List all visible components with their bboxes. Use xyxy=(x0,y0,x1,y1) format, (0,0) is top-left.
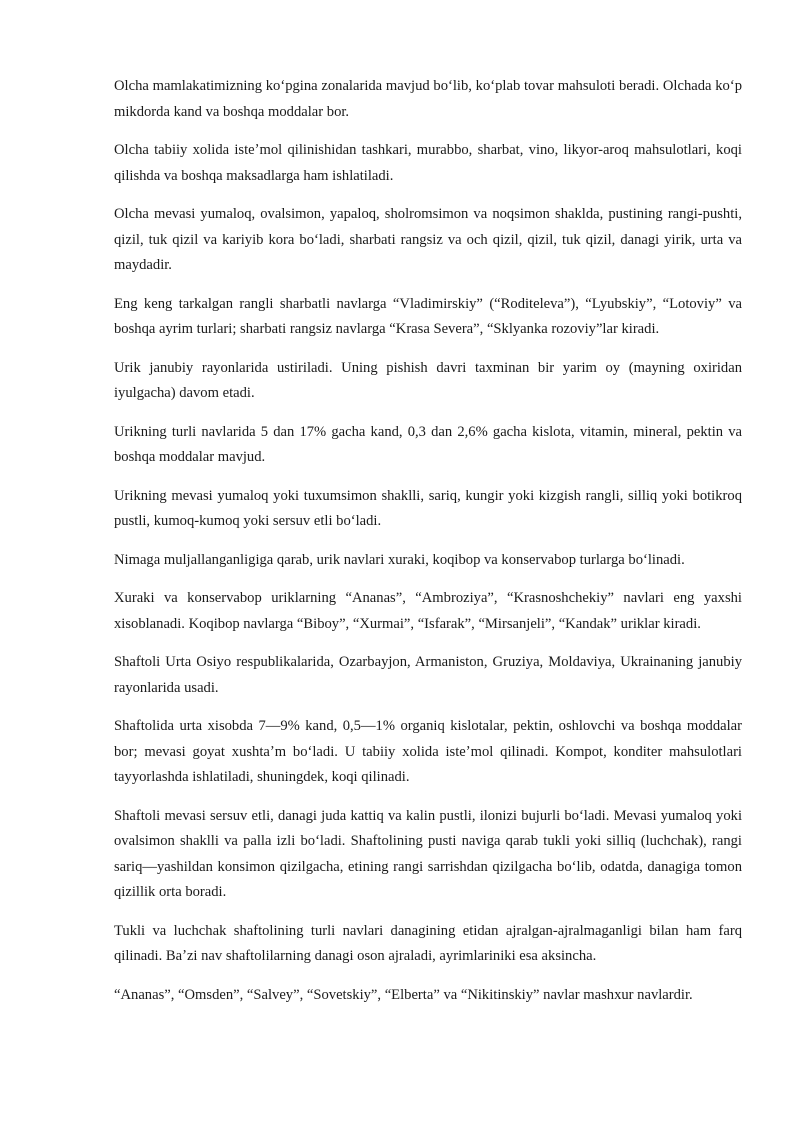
paragraph-olcha-varieties: Eng keng tarkalgan rangli sharbatli navlarga “Vladimirskiy” (“Roditeleva”), “Lyubskiy”, “Lotoviy” va boshqa ayrim turlari; sharbati rangsiz navlarga “Krasa Severa”, “Sklyanka rozoviy”lar kiradi. xyxy=(114,295,742,337)
paragraph-urik-fruit: Urikning mevasi yumaloq yoki tuxumsimon shaklli, sariq, kungir yoki kizgish rangli, silliq yoki botikroq pustli, kumoq-kumoq yoki sersuv etli boʻladi. xyxy=(114,487,742,529)
paragraph-urik-types: Nimaga muljallanganligiga qarab, urik navlari xuraki, koqibop va konservabop turlarga boʻlinadi. xyxy=(114,551,685,568)
paragraph-urik-varieties: Xuraki va konservabop uriklarning “Ananas”, “Ambroziya”, “Krasnoshchekiy” navlari eng yaxshi xisoblanadi. Koqibop navlarga “Biboy”, “Xurmai”, “Isfarak”, “Mirsanjeli”, “Kandak” uriklar kiradi. xyxy=(114,590,742,632)
paragraph-olcha-uses: Olcha tabiiy xolida isteʼmol qilinishidan tashkari, murabbo, sharbat, vino, likyor-aroq mahsulotlari, koqi qilishda va boshqa maksadlarga ham ishlatiladi. xyxy=(114,142,742,184)
paragraph-olcha-intro: Olcha mamlakatimizning koʻpgina zonalarida mavjud boʻlib, koʻplab tovar mahsuloti beradi. Olchada koʻp mikdorda kand va boshqa moddalar bor. xyxy=(114,78,742,120)
paragraph-shaftoli-intro: Shaftoli Urta Osiyo respublikalarida, Ozarbayjon, Armaniston, Gruziya, Moldaviya, Ukrainaning janubiy rayonlarida usadi. xyxy=(114,654,742,696)
paragraph-olcha-fruit: Olcha mevasi yumaloq, ovalsimon, yapaloq, sholromsimon va noqsimon shaklda, pustining rangi-pushti, qizil, tuk qizil va kariyib kora boʻladi, sharbati rangsiz va och qizil, qizil, tuk qizil, danagi yirik, urta va maydadir. xyxy=(114,206,742,273)
paragraph-shaftoli-pit: Tukli va luchchak shaftolining turli navlari danagining etidan ajralgan-ajralmaganligi bilan ham farq qilinadi. Baʼzi nav shaftolilarning danagi oson ajraladi, ayrimlariniki esa aksincha. xyxy=(114,922,742,964)
paragraph-urik-composition: Urikning turli navlarida 5 dan 17% gacha kand, 0,3 dan 2,6% gacha kislota, vitamin, mineral, pektin va boshqa moddalar mavjud. xyxy=(114,423,742,465)
paragraph-shaftoli-varieties: “Ananas”, “Omsden”, “Salvey”, “Sovetskiy”, “Elberta” va “Nikitinskiy” navlar mashxur navlardir. xyxy=(114,986,693,1003)
paragraph-urik-intro: Urik janubiy rayonlarida ustiriladi. Uning pishish davri taxminan bir yarim oy (mayning oxiridan iyulgacha) davom etadi. xyxy=(114,359,742,401)
paragraph-shaftoli-fruit: Shaftoli mevasi sersuv etli, danagi juda kattiq va kalin pustli, ilonizi bujurli boʻladi. Mevasi yumaloq yoki ovalsimon shaklli va palla izli boʻladi. Shaftolining pusti naviga qarab tukli yoki silliq (luchchak), rangi sariq—yashildan konsimon qizilgacha, etining rangi sarrishdan qizilgacha boʻlib, odatda, danagiga tomon qizillik orta boradi. xyxy=(114,807,742,900)
document-body xyxy=(114,74,742,1021)
paragraph-shaftoli-composition: Shaftolida urta xisobda 7—9% kand, 0,5—1% organiq kislotalar, pektin, oshlovchi va boshqa moddalar bor; mevasi goyat xushtaʼm boʻladi. U tabiiy xolida isteʼmol qilinadi. Kompot, konditer mahsulotlari tayyorlashda ishlatiladi, shuningdek, koqi qilinadi. xyxy=(114,718,742,785)
